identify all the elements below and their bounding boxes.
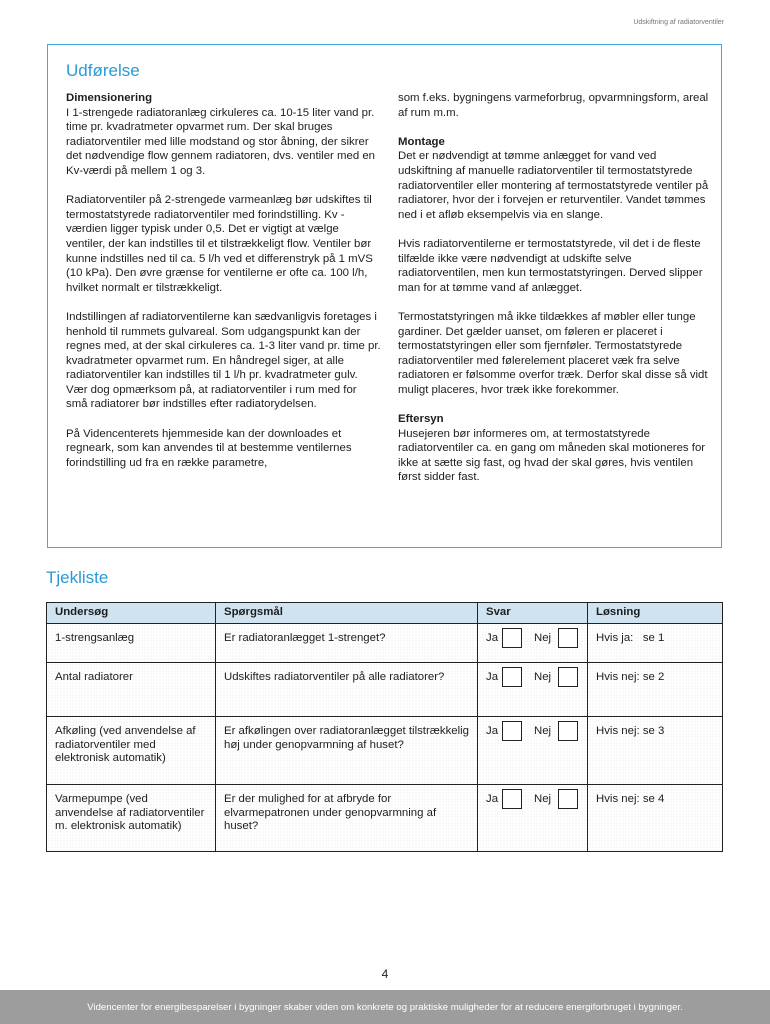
yes-label: Ja: [486, 793, 499, 805]
table-row: [47, 624, 723, 663]
cell-losning: Hvis nej: se 3: [588, 717, 723, 785]
answer-group: [486, 725, 579, 741]
yes-label: Ja: [486, 632, 499, 644]
no-label: Nej: [534, 725, 552, 737]
udforelse-section: [47, 44, 722, 548]
paragraph: Husejeren bør informeres om, at termostatstyrede radiatorventiler ca. en gang om måneden skal motioneres for ikke at sætte sig fast, og hvad der skal gøres, hvis ventilen først sidder fast.: [398, 427, 706, 484]
checklist-table: [46, 602, 723, 852]
no-checkbox[interactable]: [558, 667, 578, 687]
no-checkbox[interactable]: [558, 628, 578, 648]
running-header: Udskiftning af radiatorventiler: [633, 19, 724, 26]
column-header-svar: Svar: [478, 603, 588, 624]
table-row: [47, 785, 723, 852]
cell-svar: [478, 785, 588, 852]
column-header-losning: Løsning: [588, 603, 723, 624]
paragraph: Hvis radiatorventilerne er termostatstyrede, vil det i de fleste tilfælde ikke være nødvendigt at udskifte selve radiatorventilen, men kun termostatstyringen. Derved slipper man for at tømme vand af anlægget.: [398, 237, 703, 294]
answer-group: [486, 671, 579, 687]
footer-text: Videncenter for energibesparelser i bygninger skaber viden om konkrete og praktiske muligheder for at reducere energiforbruget i bygninger.: [87, 1001, 683, 1013]
yes-checkbox[interactable]: [502, 628, 522, 648]
paragraph: I 1-strengede radiatoranlæg cirkuleres ca. 10-15 liter vand pr. time pr. kvadratmeter opvarmet rum. Der skal bruges radiatorventiler med lille modstand og stor åbning, der sikrer det nødvendige flow gennem radiatoren, dvs. ventiler med en Kv-værdi på mellem 1 og 3.: [66, 106, 375, 177]
subheading-montage: Montage: [398, 135, 445, 148]
yes-label: Ja: [486, 671, 499, 683]
no-checkbox[interactable]: [558, 789, 578, 809]
footer-bar: [0, 990, 770, 1024]
text-column-left: [66, 91, 381, 485]
paragraph: Termostatstyringen må ikke tildækkes af møbler eller tunge gardiner. Det gælder uanset, om føleren er placeret i termostatstyringen eller som fjernføler. Termostatstyrede radiatorventiler med følerelement placeret væk fra selve radiatoren er følsomme overfor træk. Derfor skal disse så vidt muligt placeres, hvor træk ikke forekommer.: [398, 310, 708, 396]
no-checkbox[interactable]: [558, 721, 578, 741]
cell-undersog: Varmepumpe (ved anvendelse af radiatorventiler m. elektronisk automatik): [47, 785, 216, 852]
cell-undersog: Afkøling (ved anvendelse af radiatorventiler med elektronisk automatik): [47, 717, 216, 785]
subheading-eftersyn: Eftersyn: [398, 413, 444, 426]
yes-checkbox[interactable]: [502, 667, 522, 687]
table-header-row: [47, 603, 723, 624]
yes-checkbox[interactable]: [502, 721, 522, 741]
table-row: [47, 717, 723, 785]
section-title: Udførelse: [66, 61, 140, 80]
no-label: Nej: [534, 793, 552, 805]
cell-undersog: Antal radiatorer: [47, 663, 216, 717]
page-number: 4: [381, 967, 389, 981]
no-label: Nej: [534, 671, 552, 683]
text-column-right: [398, 91, 713, 500]
cell-sporgsmal: Udskiftes radiatorventiler på alle radiatorer?: [216, 663, 478, 717]
cell-losning: Hvis nej: se 2: [588, 663, 723, 717]
column-header-undersog: Undersøg: [47, 603, 216, 624]
answer-group: [486, 793, 579, 809]
cell-sporgsmal: Er afkølingen over radiatoranlægget tilstrækkelig høj under genopvarmning af huset?: [216, 717, 478, 785]
paragraph: Det er nødvendigt at tømme anlægget for vand ved udskiftning af manuelle radiatorventiler til termostatstyrede radiatorventiler eller montering af termostatstyrede ventiler på radiatorer, hvor der i forvejen er returventiler. Vandet tømmes ned i et afløb eksempelvis via en slange.: [398, 150, 709, 221]
yes-checkbox[interactable]: [502, 789, 522, 809]
no-label: Nej: [534, 632, 552, 644]
answer-group: [486, 632, 579, 648]
cell-svar: [478, 717, 588, 785]
checklist-title: Tjekliste: [46, 568, 109, 587]
cell-sporgsmal: Er radiatoranlægget 1-strenget?: [216, 624, 478, 663]
cell-svar: [478, 624, 588, 663]
cell-svar: [478, 663, 588, 717]
column-header-sporgsmal: Spørgsmål: [216, 603, 478, 624]
table-row: [47, 663, 723, 717]
paragraph: som f.eks. bygningens varmeforbrug, opvarmningsform, areal af rum m.m.: [398, 92, 709, 119]
paragraph: Radiatorventiler på 2-strengede varmeanlæg bør udskiftes til termostatstyrede radiatorventiler med forindstilling. Kv -værdien ligger typisk under 0,5. Det er vigtigt at vælge ventiler, der kan indstilles til et tilstrækkeligt flow. Ventiler bør kunne indstilles ned til ca. 5 l/h ved et differenstryk på 1 mVS (10 kPa). Den øvre grænse for ventilerne er ofte ca. 100 l/h, hvilket normalt er tilstrækkeligt.: [66, 194, 373, 294]
cell-losning: Hvis ja: se 1: [588, 624, 723, 663]
cell-losning: Hvis nej: se 4: [588, 785, 723, 852]
paragraph: På Videncenterets hjemmeside kan der downloades et regneark, som kan anvendes til at bestemme ventilernes forindstilling ud fra en række parametre,: [66, 427, 352, 469]
paragraph: Indstillingen af radiatorventilerne kan sædvanligvis foretages i henhold til rummets gulvareal. Som udgangspunkt kan der regnes med, at der skal cirkuleres ca. 1-3 liter vand pr. time pr. kvadratmeter opvarmet rum. En håndregel siger, at alle radiatorventiler kan indstilles til 1 l/h pr. kvadratmeter gulv. Vær dog opmærksom på, at radiatorventiler i rum med for små radiatorer bør indstilles efter radiatorydelsen.: [66, 310, 381, 411]
cell-sporgsmal: Er der mulighed for at afbryde for elvarmepatronen under genopvarmning af huset?: [216, 785, 478, 852]
subheading-dimensionering: Dimensionering: [66, 92, 153, 104]
cell-undersog: 1-strengsanlæg: [47, 624, 216, 663]
yes-label: Ja: [486, 725, 499, 737]
